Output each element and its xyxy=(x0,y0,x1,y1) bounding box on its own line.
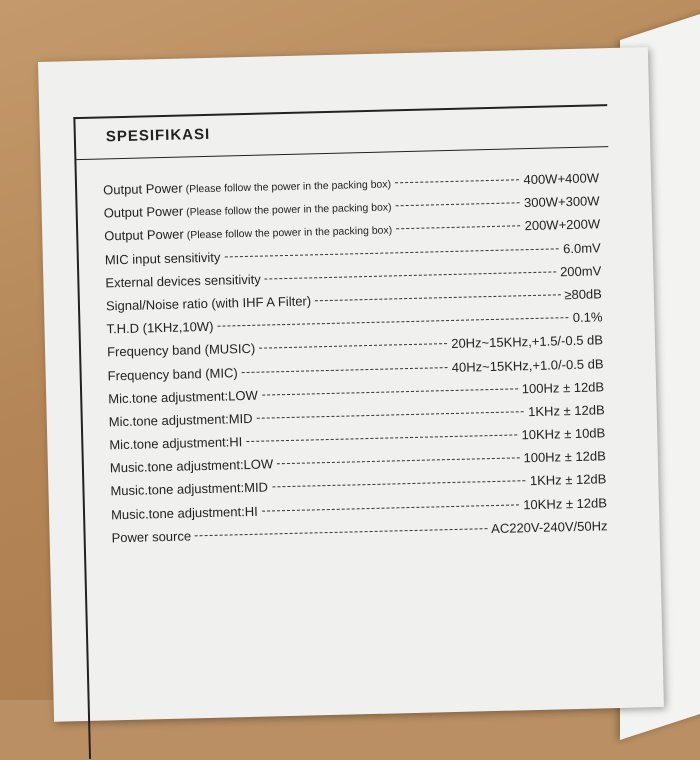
leader-dashes xyxy=(396,226,521,230)
leader-dashes xyxy=(262,504,520,511)
spec-label: Frequency band (MIC) xyxy=(107,364,238,383)
leader-dashes xyxy=(272,481,526,488)
spec-note: (Please follow the power in the packing box) xyxy=(186,201,392,219)
spec-label: Power source xyxy=(111,528,192,546)
leader-dashes xyxy=(246,434,517,442)
spec-label: MIC input sensitivity xyxy=(104,249,221,267)
leader-dashes xyxy=(262,388,518,395)
spec-value: 20Hz~15KHz,+1.5/-0.5 dB xyxy=(451,332,604,352)
spec-value: 400W+400W xyxy=(523,170,600,188)
spec-value: AC220V-240V/50Hz xyxy=(490,518,608,536)
leader-dashes xyxy=(396,202,521,206)
spec-value: 6.0mV xyxy=(562,239,601,256)
spec-value: 100Hz ± 12dB xyxy=(521,378,605,396)
spec-label: Signal/Noise ratio (with IHF A Filter) xyxy=(105,293,312,314)
spec-frame xyxy=(73,104,623,759)
leader-dashes xyxy=(395,179,520,183)
spec-label: External devices sensitivity xyxy=(105,271,261,291)
spec-label: Output Power xyxy=(102,180,183,198)
spec-label: Output Power xyxy=(104,226,184,244)
spec-value: 300W+300W xyxy=(523,193,600,211)
spec-value: 40Hz~15KHz,+1.0/-0.5 dB xyxy=(451,355,604,375)
spec-value: 200mV xyxy=(559,263,602,280)
spec-note: (Please follow the power in the packing box) xyxy=(186,224,393,242)
spec-value: 0.1% xyxy=(572,309,603,326)
leader-dashes xyxy=(259,343,447,349)
spec-label: Frequency band (MUSIC) xyxy=(106,341,256,360)
leader-dashes xyxy=(224,248,559,257)
spec-label: Mic.tone adjustment:LOW xyxy=(108,387,258,407)
spec-list xyxy=(103,170,608,553)
spec-value: ≥80dB xyxy=(564,286,603,303)
spec-label: T.H.D (1KHz,10W) xyxy=(106,318,214,337)
spec-label: Mic.tone adjustment:MID xyxy=(108,410,253,430)
leader-dashes xyxy=(277,458,519,465)
leader-dashes xyxy=(315,294,560,301)
spec-label: Music.tone adjustment:MID xyxy=(110,479,269,499)
spec-value: 10KHz ± 12dB xyxy=(523,494,608,512)
spec-label: Output Power xyxy=(103,203,184,221)
spec-value: 1KHz ± 12dB xyxy=(527,402,605,420)
spec-value: 100Hz ± 12dB xyxy=(523,448,606,466)
manual-page xyxy=(38,47,664,722)
spec-value: 1KHz ± 12dB xyxy=(529,471,607,489)
spec-value: 200W+200W xyxy=(524,216,601,234)
spec-label: Mic.tone adjustment:HI xyxy=(109,434,243,453)
page-title: SPESIFIKASI xyxy=(105,125,211,146)
title-divider xyxy=(76,146,608,160)
leader-dashes xyxy=(257,411,525,419)
spec-value: 10KHz ± 10dB xyxy=(521,425,606,443)
leader-dashes xyxy=(242,367,448,373)
leader-dashes xyxy=(195,528,487,536)
spec-label: Music.tone adjustment:HI xyxy=(110,503,258,522)
spec-label: Music.tone adjustment:LOW xyxy=(109,456,274,476)
leader-dashes xyxy=(217,317,568,327)
spec-note: (Please follow the power in the packing box) xyxy=(185,178,392,196)
leader-dashes xyxy=(265,271,556,279)
